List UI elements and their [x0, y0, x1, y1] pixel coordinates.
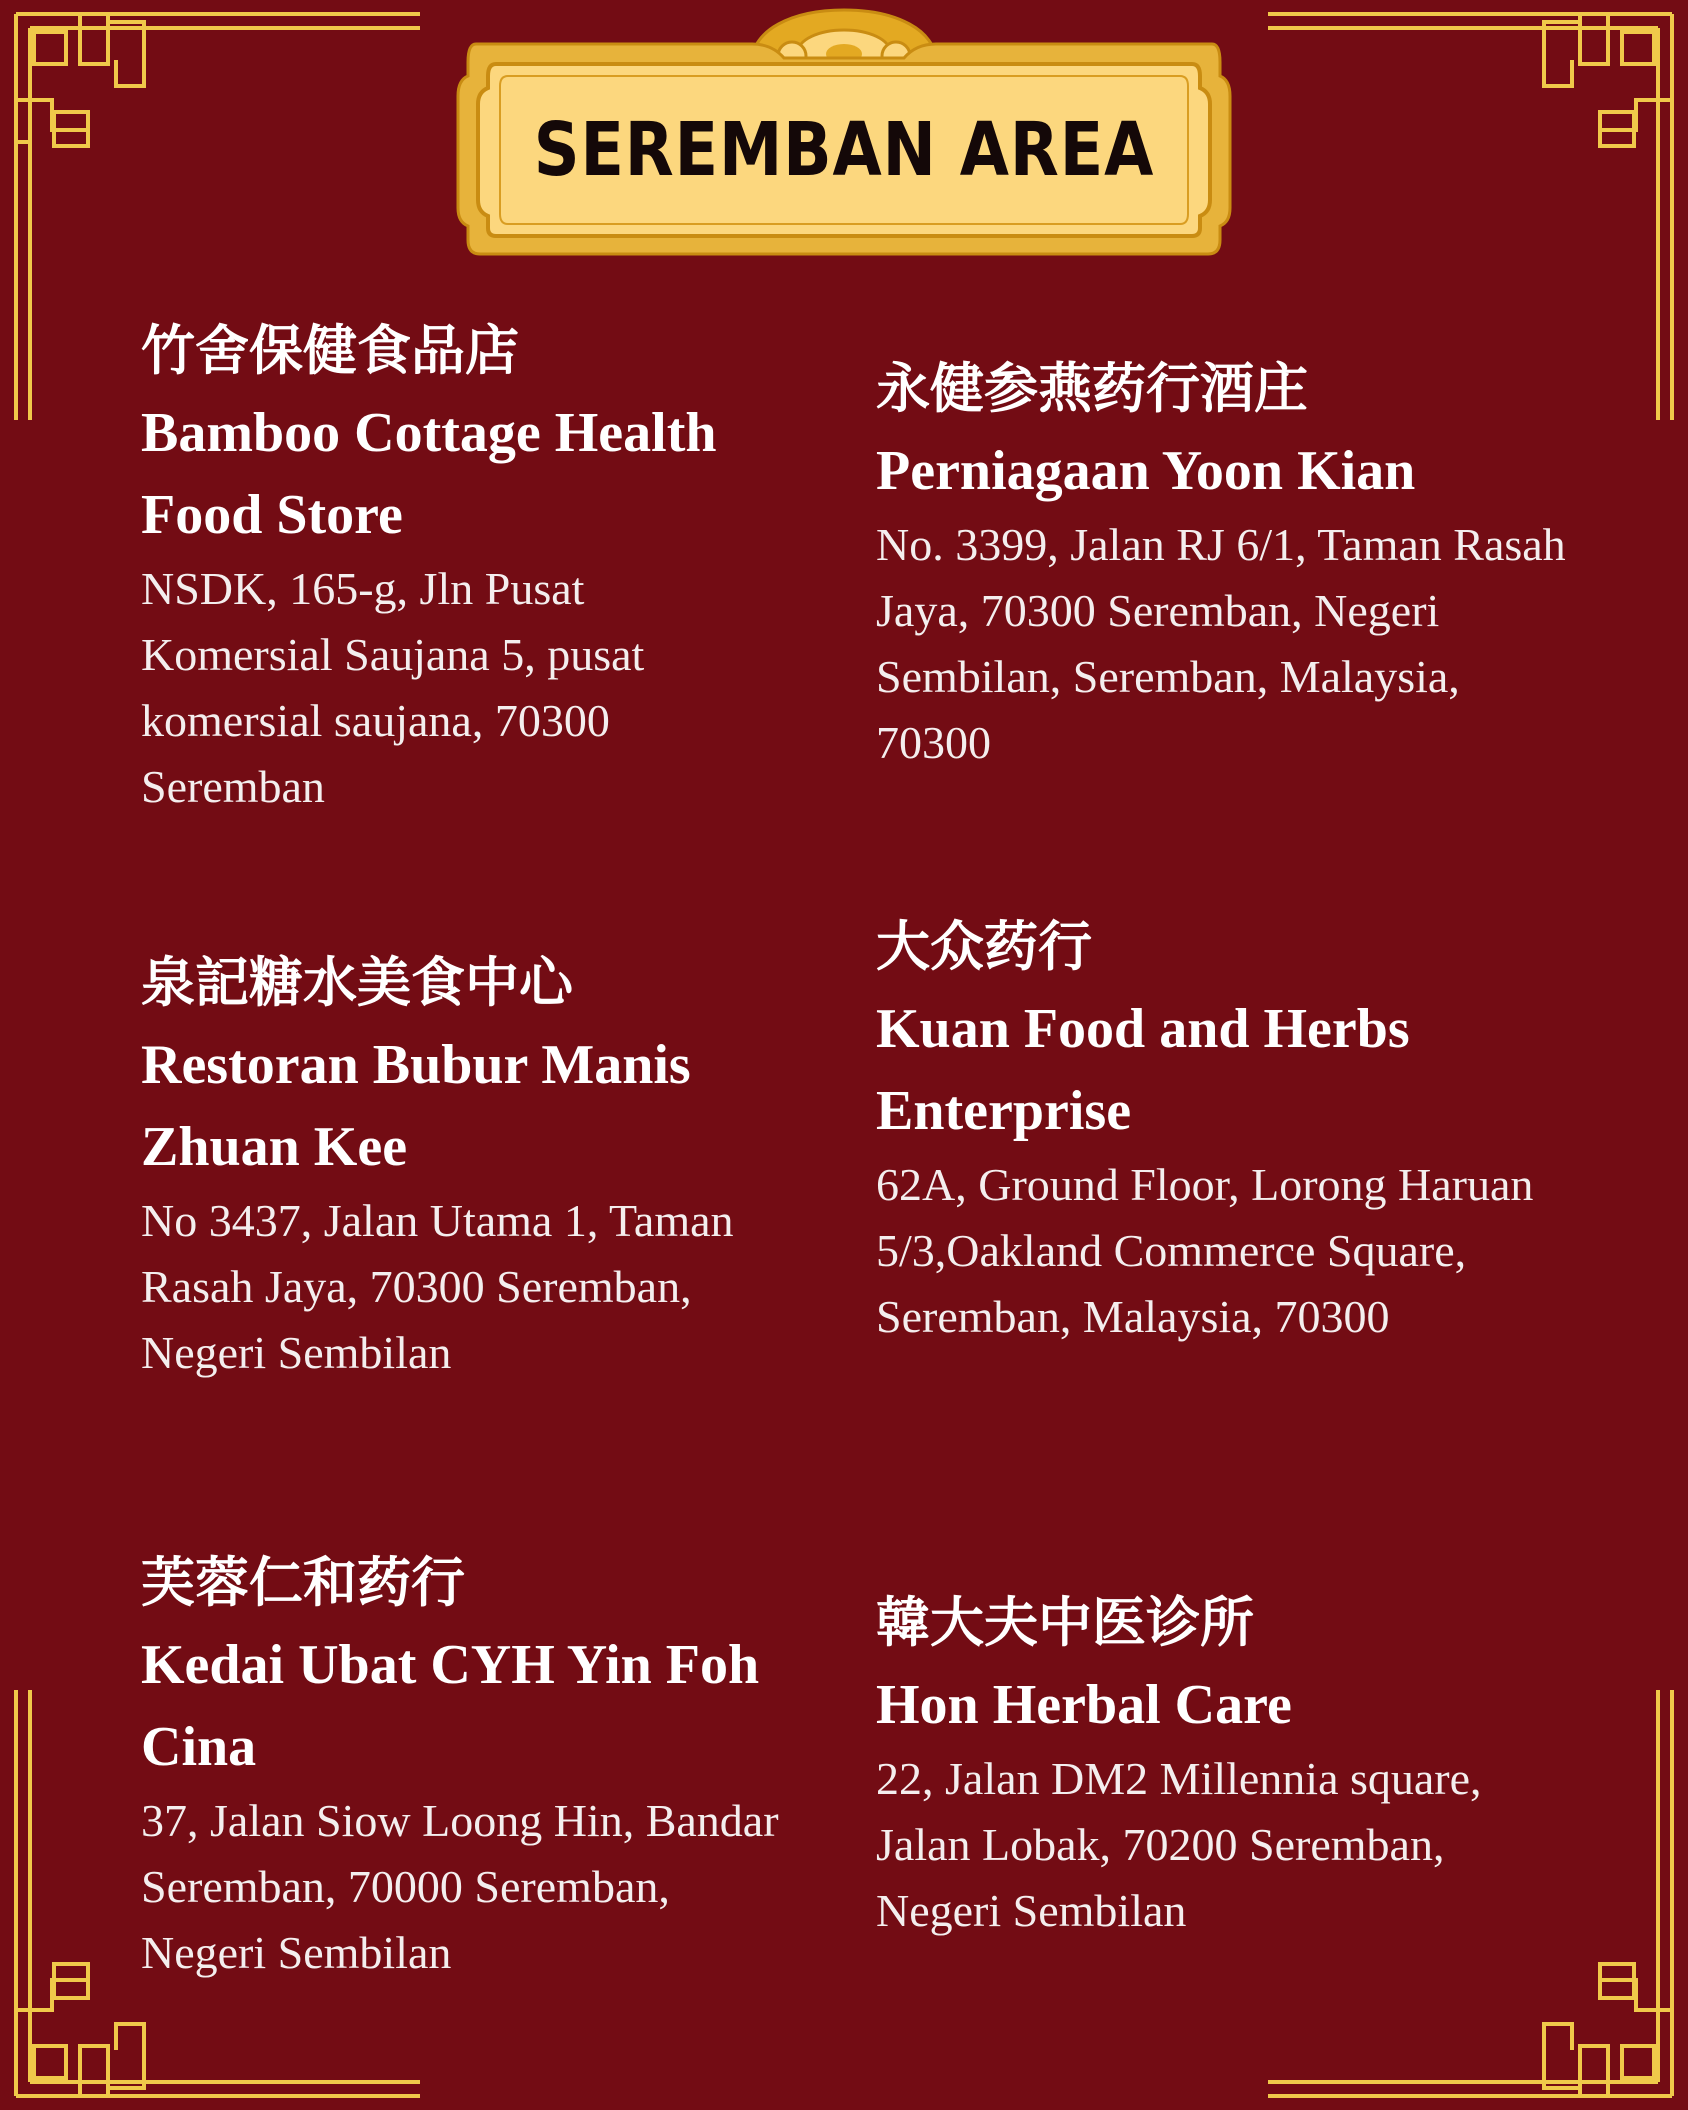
store-name-chinese: 竹舍保健食品店 [141, 319, 519, 382]
page-title: SEREMBAN AREA [533, 107, 1155, 193]
store-entry [141, 942, 781, 1386]
store-name-chinese: 永健参燕药行酒庄 [876, 357, 1308, 420]
store-address: NSDK, 165-g, Jln Pusat Komersial Saujana 5, pusat komersial saujana, 70300 Seremban [141, 563, 645, 812]
store-entry [876, 906, 1576, 1350]
store-name-english: Restoran Bubur Manis Zhuan Kee [141, 1034, 691, 1178]
store-address: 22, Jalan DM2 Millennia square, Jalan Lobak, 70200 Seremban, Negeri Sembilan [876, 1753, 1482, 1936]
store-name-english: Hon Herbal Care [876, 1674, 1292, 1736]
title-banner [452, 0, 1236, 262]
store-name-chinese: 韓大夫中医诊所 [876, 1591, 1254, 1654]
store-entry [141, 1542, 781, 1986]
store-name-english: Bamboo Cottage Health Food Store [141, 402, 717, 546]
store-address: No 3437, Jalan Utama 1, Taman Rasah Jaya, 70300 Seremban, Negeri Sembilan [141, 1195, 734, 1378]
store-name-chinese: 芙蓉仁和药行 [141, 1551, 465, 1614]
store-name-chinese: 泉記糖水美食中心 [141, 951, 573, 1014]
store-name-english: Kuan Food and Herbs Enterprise [876, 998, 1410, 1142]
store-address: 62A, Ground Floor, Lorong Haruan 5/3,Oakland Commerce Square, Seremban, Malaysia, 70300 [876, 1159, 1534, 1342]
store-name-chinese: 大众药行 [876, 915, 1092, 978]
store-entry [876, 1582, 1576, 1944]
store-entry [141, 310, 781, 820]
store-address: 37, Jalan Siow Loong Hin, Bandar Seremban, 70000 Seremban, Negeri Sembilan [141, 1795, 779, 1978]
store-entry [876, 348, 1576, 776]
store-name-english: Perniagaan Yoon Kian [876, 440, 1416, 502]
store-address: No. 3399, Jalan RJ 6/1, Taman Rasah Jaya, 70300 Seremban, Negeri Sembilan, Seremban, Malaysia, 70300 [876, 519, 1566, 768]
store-name-english: Kedai Ubat CYH Yin Foh Cina [141, 1634, 760, 1778]
